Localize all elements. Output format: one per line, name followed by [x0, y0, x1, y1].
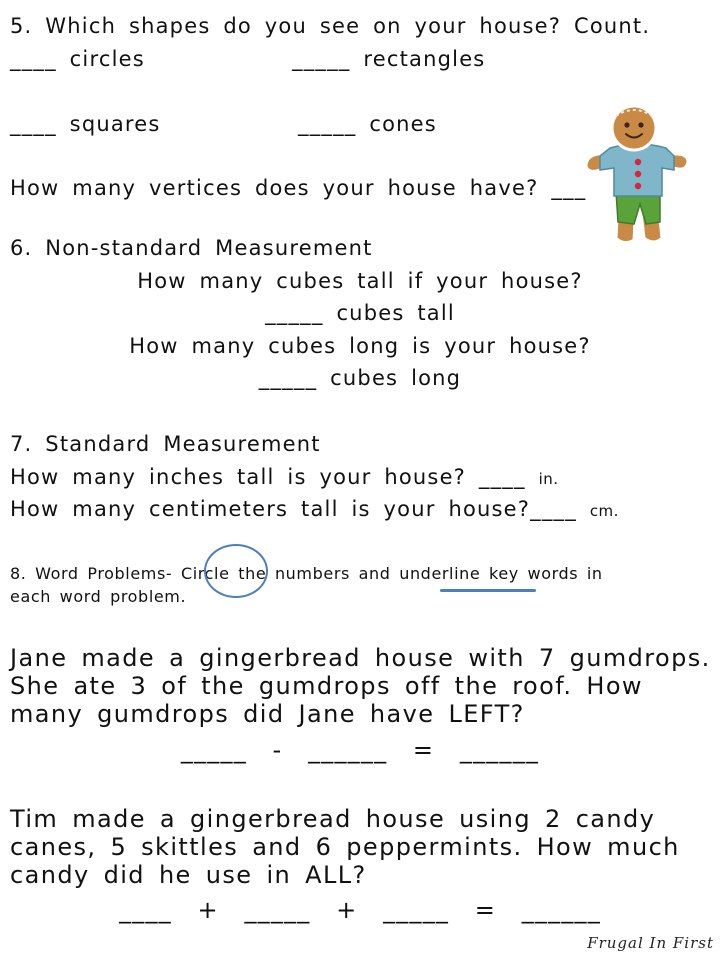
q7-title: 7. Standard Measurement: [10, 432, 321, 456]
q7-cm-unit: cm.: [589, 502, 619, 520]
q7-inches: [10, 467, 559, 488]
q8-suffix: key words in: [489, 564, 603, 583]
q8-instructions-line2: each word problem.: [10, 587, 187, 606]
q7-inches-text: How many inches tall is your house? ____: [10, 465, 526, 489]
q6-title: 6. Non-standard Measurement: [10, 236, 373, 260]
q6-tall-answer: _____ cubes tall: [265, 301, 455, 325]
gingerbread-man-illustration: [580, 104, 694, 248]
q8-underline-word: underline: [399, 564, 481, 583]
q5-cones: _____ cones: [298, 112, 437, 136]
problem1-equation: _____ - ______ = ______: [180, 736, 540, 764]
problem1-line1: Jane made a gingerbread house with 7 gumdrops.: [10, 644, 711, 672]
underline-example-mark: [440, 589, 536, 592]
q5-squares: ____ squares: [10, 112, 161, 136]
q5-title: 5. Which shapes do you see on your house? Count.: [10, 14, 651, 38]
problem2-equation: ____ + _____ + _____ = ______: [119, 896, 601, 924]
q6-long-answer: _____ cubes long: [258, 366, 462, 390]
q8-middle: the numbers and: [238, 564, 391, 583]
q6-tall-question: How many cubes tall if your house?: [137, 269, 583, 293]
problem2-line2: canes, 5 skittles and 6 peppermints. How much: [10, 833, 680, 861]
problem1-line3: many gumdrops did Jane have LEFT?: [10, 700, 525, 728]
circle-example-mark: [204, 544, 268, 598]
q8-instructions-line1: [10, 566, 603, 582]
q6-long-question: How many cubes long is your house?: [129, 334, 591, 358]
problem1-line2: She ate 3 of the gumdrops off the roof. How: [10, 672, 643, 700]
q5-vertices: How many vertices does your house have? ___: [10, 176, 587, 200]
q7-cm-text: How many centimeters tall is your house?____: [10, 497, 577, 521]
q8-circle-word: Circle: [180, 564, 230, 583]
problem2-line1: Tim made a gingerbread house using 2 candy: [10, 805, 656, 833]
problem2-line3: candy did he use in ALL?: [10, 861, 367, 889]
q5-circles: ____ circles: [10, 47, 145, 71]
q8-prefix: 8. Word Problems-: [10, 564, 173, 583]
q7-inches-unit: in.: [538, 470, 559, 488]
footer-credit: Frugal In First: [587, 934, 714, 952]
q5-rectangles: _____ rectangles: [292, 47, 486, 71]
q7-cm: [10, 499, 619, 520]
